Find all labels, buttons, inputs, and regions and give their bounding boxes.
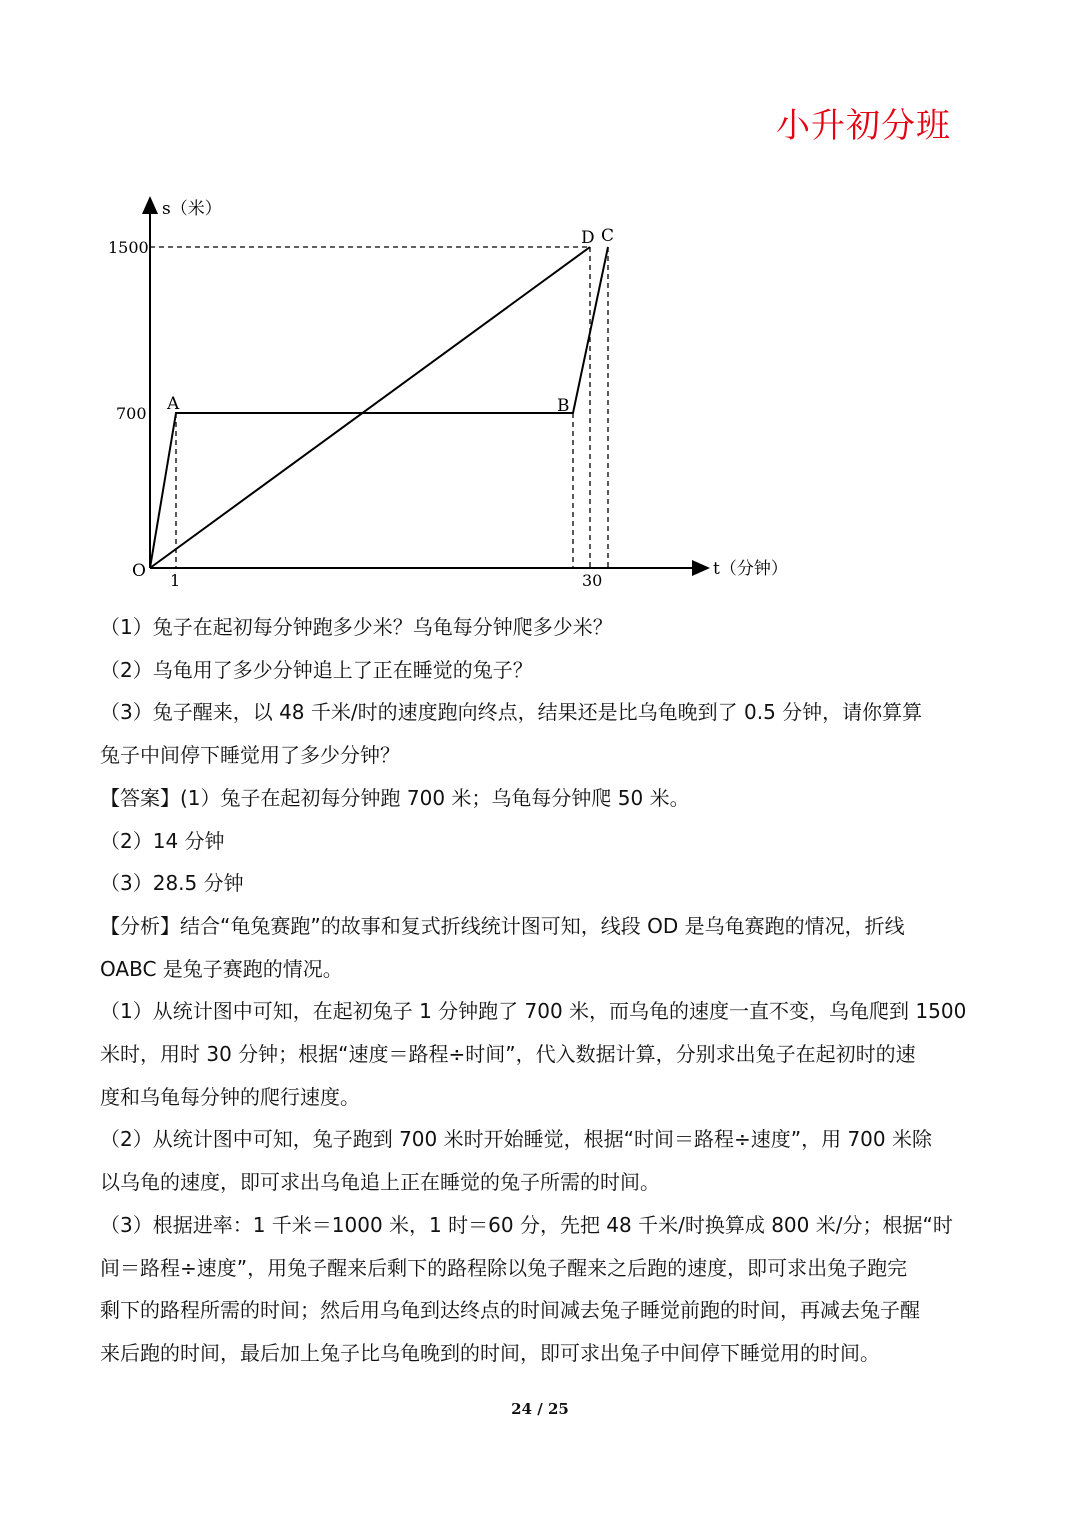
answer-1: 【答案】(1）兔子在起初每分钟跑 700 米；乌龟每分钟爬 50 米。 <box>100 785 690 810</box>
rabbit-line-OABC <box>150 247 608 568</box>
answer-3: （3）28.5 分钟 <box>100 871 244 896</box>
analysis-part-1-line-3: 度和乌龟每分钟的爬行速度。 <box>100 1084 360 1109</box>
y-tick-700: 700 <box>116 404 147 423</box>
origin-label: O <box>132 561 146 581</box>
question-3-line-2: 兔子中间停下睡觉用了多少分钟？ <box>100 743 400 768</box>
analysis-part-1-line-1: （1）从统计图中可知，在起初兔子 1 分钟跑了 700 米，而乌龟的速度一直不变，乌龟爬到 1500 <box>100 999 967 1024</box>
analysis-part-3-line-2: 间＝路程÷速度”，用兔子醒来后剩下的路程除以兔子醒来之后跑的速度，即可求出兔子跑完 <box>100 1255 908 1280</box>
analysis-part-3-line-4: 来后跑的时间，最后加上兔子比乌龟晚到的时间，即可求出兔子中间停下睡觉用的时间。 <box>100 1340 880 1365</box>
analysis-line-2: OABC 是兔子赛跑的情况。 <box>100 956 343 981</box>
analysis-part-2-line-1: （2）从统计图中可知，兔子跑到 700 米时开始睡觉，根据“时间＝路程÷速度”，用 700 米除 <box>100 1127 932 1152</box>
point-C-label: C <box>601 226 615 246</box>
x-tick-1: 1 <box>170 571 181 590</box>
x-tick-30: 30 <box>582 571 603 590</box>
header-title: 小升初分班 <box>776 106 951 146</box>
tortoise-line-OD <box>150 247 590 568</box>
question-3-line-1: （3）兔子醒来，以 48 千米/时的速度跑向终点，结果还是比乌龟晚到了 0.5 分钟，请你算算 <box>100 700 923 725</box>
point-D-label: D <box>581 228 595 248</box>
analysis-part-2-line-2: 以乌龟的速度，即可求出乌龟追上正在睡觉的兔子所需的时间。 <box>100 1170 660 1195</box>
analysis-line-1: 【分析】结合“龟兔赛跑”的故事和复式折线统计图可知，线段 OD 是乌龟赛跑的情况，折线 <box>100 913 905 938</box>
analysis-part-3-line-3: 剩下的路程所需的时间；然后用乌龟到达终点的时间减去兔子睡觉前跑的时间，再减去兔子醒 <box>100 1298 920 1323</box>
y-tick-1500: 1500 <box>108 238 149 257</box>
document-body <box>100 606 990 1375</box>
guide-lines <box>150 247 608 568</box>
answer-2: （2）14 分钟 <box>100 828 225 853</box>
point-A-label: A <box>167 394 180 414</box>
question-2: （2）乌龟用了多少分钟追上了正在睡觉的兔子？ <box>100 657 533 682</box>
page-number: 24 / 25 <box>511 1400 569 1418</box>
y-axis-label: s（米） <box>162 199 222 219</box>
analysis-part-1-line-2: 米时，用时 30 分钟；根据“速度＝路程÷时间”，代入数据计算，分别求出兔子在起初时的速 <box>100 1042 916 1067</box>
x-axis-label: t（分钟） <box>713 559 788 579</box>
analysis-part-3-line-1: （3）根据进率：1 千米＝1000 米，1 时＝60 分，先把 48 千米/时换算成 800 米/分；根据“时 <box>100 1212 953 1237</box>
question-1: （1）兔子在起初每分钟跑多少米？乌龟每分钟爬多少米？ <box>100 615 613 639</box>
distance-time-graph <box>0 0 1080 600</box>
point-B-label: B <box>557 396 570 416</box>
